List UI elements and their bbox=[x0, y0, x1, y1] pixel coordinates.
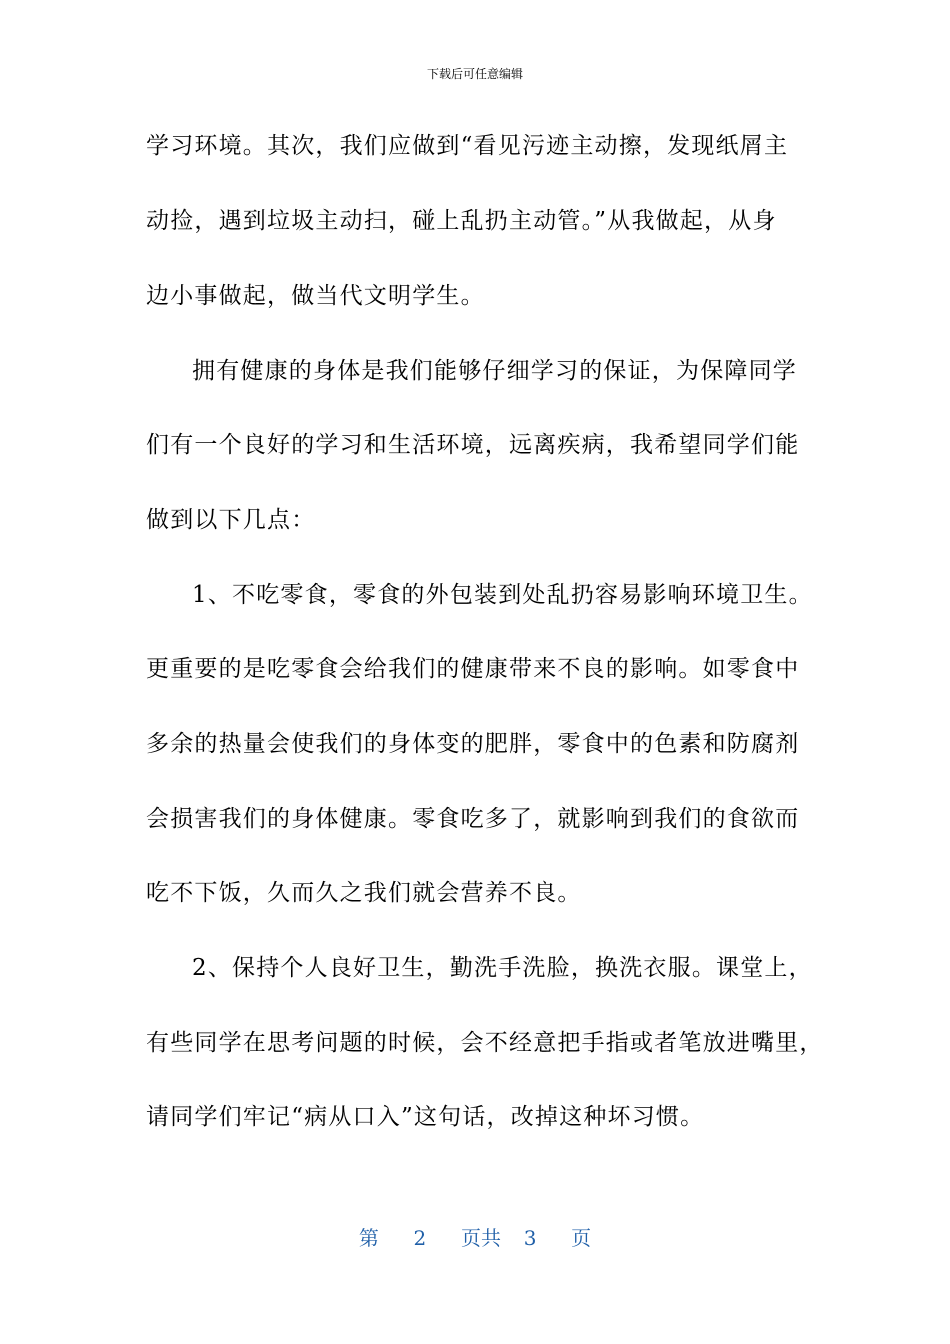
current-page-number: 2 bbox=[413, 1226, 427, 1250]
page-label-prefix: 第 bbox=[358, 1226, 379, 1250]
body-line: 2、保持个人良好卫生，勤洗手洗脸，换洗衣服。课堂上， bbox=[192, 955, 813, 981]
body-line: 吃不下饭，久而久之我们就会营养不良。 bbox=[146, 880, 582, 906]
page-label-mid: 页共 bbox=[461, 1226, 501, 1250]
total-page-number: 3 bbox=[523, 1226, 537, 1250]
page-footer bbox=[0, 1226, 950, 1250]
body-line: 动捡，遇到垃圾主动扫，碰上乱扔主动管。”从我做起，从身 bbox=[146, 208, 777, 234]
body-line: 们有一个良好的学习和生活环境，远离疾病，我希望同学们能 bbox=[146, 432, 800, 458]
page-label-suffix: 页 bbox=[571, 1226, 592, 1250]
body-line: 有些同学在思考问题的时候，会不经意把手指或者笔放进嘴里， bbox=[146, 1030, 824, 1056]
body-line: 请同学们牢记“病从口入”这句话，改掉这种坏习惯。 bbox=[146, 1104, 705, 1130]
body-line: 1、不吃零食，零食的外包装到处乱扔容易影响环境卫生。 bbox=[192, 582, 813, 608]
body-line: 学习环境。其次，我们应做到“看见污迹主动擦，发现纸屑主 bbox=[146, 133, 789, 159]
body-line: 多余的热量会使我们的身体变的肥胖，零食中的色素和防腐剂 bbox=[146, 731, 800, 757]
body-line: 会损害我们的身体健康。零食吃多了，就影响到我们的食欲而 bbox=[146, 806, 800, 832]
body-line: 拥有健康的身体是我们能够仔细学习的保证，为保障同学 bbox=[192, 358, 797, 384]
body-line: 边小事做起，做当代文明学生。 bbox=[146, 283, 485, 309]
body-line: 做到以下几点： bbox=[146, 507, 316, 533]
body-line: 更重要的是吃零食会给我们的健康带来不良的影响。如零食中 bbox=[146, 656, 800, 682]
page-header-note: 下载后可任意编辑 bbox=[426, 67, 523, 81]
